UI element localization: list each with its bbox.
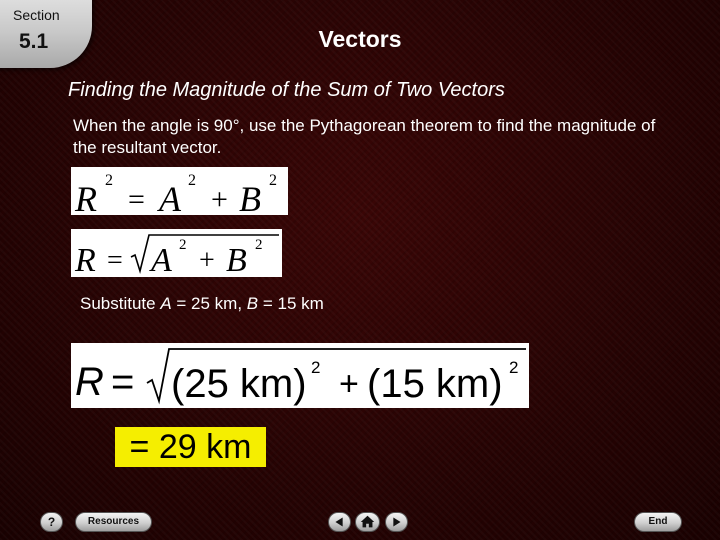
eq1-r-exp: 2 bbox=[105, 172, 113, 189]
eq1-b: B bbox=[239, 179, 261, 215]
eq2-b: B bbox=[226, 242, 247, 277]
substitute-a-var: A bbox=[160, 294, 172, 313]
substitute-b-val: = 15 km bbox=[258, 294, 324, 313]
eq3-term2-exp: 2 bbox=[509, 358, 519, 377]
body-text: When the angle is 90°, use the Pythagorean theorem to find the magnitude of the resultant vector. bbox=[73, 116, 656, 157]
help-button[interactable]: ? bbox=[40, 512, 63, 532]
page-title: Vectors bbox=[318, 26, 402, 52]
eq1-plus: + bbox=[211, 183, 228, 215]
slide-subtitle: Finding the Magnitude of the Sum of Two Vectors bbox=[68, 79, 505, 101]
substitute-b-var: B bbox=[246, 294, 259, 313]
eq3-r: R bbox=[75, 360, 104, 404]
eq2-r: R bbox=[75, 242, 96, 277]
previous-button[interactable] bbox=[328, 512, 351, 532]
triangle-left-icon bbox=[329, 513, 350, 531]
eq3-term1-exp: 2 bbox=[311, 358, 321, 377]
eq1-a-exp: 2 bbox=[188, 172, 196, 189]
eq2-b-exp: 2 bbox=[255, 237, 263, 253]
section-number: 5.1 bbox=[19, 30, 49, 53]
eq1-equals: = bbox=[128, 183, 145, 215]
eq3-plus: + bbox=[339, 365, 359, 403]
section-label: Section bbox=[13, 7, 60, 23]
substitute-line bbox=[80, 294, 324, 314]
equation-substituted bbox=[71, 343, 529, 408]
substitute-prefix: Substitute bbox=[80, 294, 161, 313]
next-button[interactable] bbox=[385, 512, 408, 532]
home-icon bbox=[356, 513, 379, 531]
eq1-b-exp: 2 bbox=[269, 172, 277, 189]
home-button[interactable] bbox=[355, 512, 380, 532]
end-button[interactable]: End bbox=[634, 512, 682, 532]
substitute-a-val: = 25 km, bbox=[171, 294, 247, 313]
eq3-term2: (15 km) bbox=[367, 362, 503, 406]
eq2-a: A bbox=[151, 242, 172, 277]
eq3-equals: = bbox=[111, 360, 135, 404]
eq1-a: A bbox=[159, 179, 181, 215]
resources-button[interactable]: Resources bbox=[75, 512, 152, 532]
eq3-term1: (25 km) bbox=[171, 362, 307, 406]
eq2-equals: = bbox=[107, 245, 123, 276]
answer-highlight: = 29 km bbox=[115, 427, 266, 467]
equation-pythagorean bbox=[71, 167, 288, 215]
equation-magnitude bbox=[71, 229, 282, 277]
eq2-a-exp: 2 bbox=[179, 237, 187, 253]
triangle-right-icon bbox=[386, 513, 407, 531]
eq1-r: R bbox=[75, 179, 97, 215]
eq2-plus: + bbox=[199, 245, 215, 276]
